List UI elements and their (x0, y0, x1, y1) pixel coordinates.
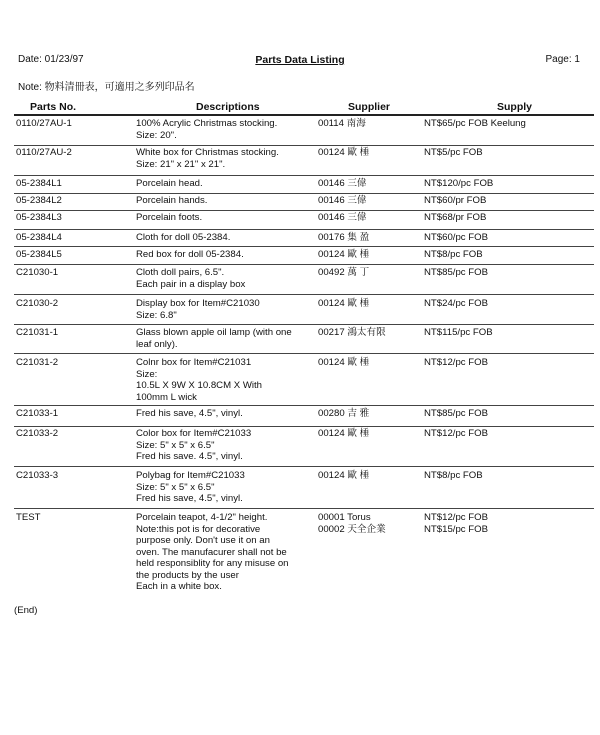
cell-description: White box for Christmas stocking. Size: 21" x 21" x 21". (136, 147, 279, 170)
row-divider (14, 229, 594, 230)
cell-parts-no: C21031-1 (16, 327, 59, 338)
cell-supply: NT$5/pc FOB (424, 147, 483, 158)
cell-supplier: 00124 歐 棰 (318, 470, 370, 481)
cell-parts-no: 0110/27AU-1 (16, 118, 72, 129)
row-divider (14, 353, 594, 354)
row-divider (14, 193, 594, 194)
cell-supply: NT$12/pc FOB (424, 357, 488, 368)
cell-description: Color box for Item#C21033 Size: 5" x 5" x 6.5" Fred his save. 4.5", vinyl. (136, 428, 252, 462)
cell-supplier: 00114 南海 (318, 118, 366, 129)
cell-parts-no: 0110/27AU-2 (16, 147, 72, 158)
cell-supply: NT$115/pc FOB (424, 327, 493, 338)
cell-supplier: 00124 歐 棰 (318, 147, 370, 158)
cell-description: Polybag for Item#C21033 Size: 5" x 5" x 6.5" Fred his save, 4.5", vinyl. (136, 470, 245, 504)
cell-description: 100% Acrylic Christmas stocking. Size: 20". (136, 118, 278, 141)
row-divider (14, 466, 594, 467)
cell-supply: NT$12/pc FOB NT$15/pc FOB (424, 512, 488, 535)
column-header-descriptions: Descriptions (196, 101, 260, 113)
cell-description: Glass blown apple oil lamp (with one leaf only). (136, 327, 292, 350)
cell-parts-no: 05-2384L2 (16, 195, 62, 206)
cell-supply: NT$65/pc FOB Keelung (424, 118, 526, 129)
cell-parts-no: 05-2384L4 (16, 232, 62, 243)
page-number: Page: 1 (545, 54, 580, 65)
cell-description: Colnr box for Item#C21031 Size: 10.5L X 9W X 10.8CM X With 100mm L wick (136, 357, 263, 403)
cell-supplier: 00124 歐 棰 (318, 428, 370, 439)
row-divider (14, 175, 594, 176)
cell-description: Cloth doll pairs, 6.5". Each pair in a display box (136, 267, 246, 290)
cell-supplier: 00492 萬 丁 (318, 267, 370, 278)
cell-supply: NT$24/pc FOB (424, 298, 488, 309)
cell-parts-no: C21033-2 (16, 428, 59, 439)
cell-description: Cloth for doll 05-2384. (136, 232, 231, 243)
cell-parts-no: TEST (16, 512, 41, 523)
cell-parts-no: C21033-1 (16, 408, 59, 419)
row-divider (14, 508, 594, 509)
column-header-parts-no: Parts No. (30, 101, 77, 113)
cell-description: Porcelain hands. (136, 195, 208, 206)
cell-description: Fred his save, 4.5", vinyl. (136, 408, 243, 419)
cell-parts-no: C21033-3 (16, 470, 59, 481)
row-divider (14, 264, 594, 265)
cell-description: Red box for doll 05-2384. (136, 249, 244, 260)
cell-parts-no: 05-2384L5 (16, 249, 62, 260)
cell-supplier: 00146 三偉 (318, 195, 367, 206)
cell-parts-no: 05-2384L1 (16, 178, 62, 189)
row-divider (14, 246, 594, 247)
cell-supply: NT$68/pr FOB (424, 212, 487, 223)
column-header-supplier: Supplier (348, 101, 391, 113)
cell-supplier: 00124 歐 棰 (318, 298, 370, 309)
row-divider (14, 294, 594, 295)
cell-supply: NT$12/pc FOB (424, 428, 488, 439)
cell-supplier: 00001 Torus 00002 天全企業 (318, 512, 386, 535)
header-rule (14, 114, 594, 116)
cell-supply: NT$120/pc FOB (424, 178, 494, 189)
cell-parts-no: 05-2384L3 (16, 212, 62, 223)
column-header-supply: Supply (497, 101, 533, 113)
cell-supplier: 00146 三偉 (318, 212, 367, 223)
cell-supplier: 00176 集 盈 (318, 232, 370, 243)
cell-description: Porcelain head. (136, 178, 203, 189)
row-divider (14, 324, 594, 325)
cell-supplier: 00280 吉 雅 (318, 408, 370, 419)
row-divider (14, 210, 594, 211)
cell-supplier: 00124 歐 棰 (318, 249, 370, 260)
cell-description: Display box for Item#C21030 Size: 6.8" (136, 298, 260, 321)
note-text: Note: 物料清冊表，可適用之多列印品名 (18, 82, 195, 93)
cell-supplier: 00146 三偉 (318, 178, 367, 189)
cell-parts-no: C21030-2 (16, 298, 59, 309)
row-divider (14, 405, 594, 406)
cell-description: Porcelain teapot, 4-1/2" height. Note:this pot is for decorative purpose only. Don't use it on an oven. The manufacurer shall not be held responsiblity for any misuse on the products by the user Each in a white box. (136, 512, 289, 592)
cell-supply: NT$8/pc FOB (424, 470, 483, 481)
cell-supply: NT$8/pc FOB (424, 249, 483, 260)
cell-supply: NT$60/pc FOB (424, 232, 488, 243)
cell-description: Porcelain foots. (136, 212, 203, 223)
row-divider (14, 426, 594, 427)
page-title: Parts Data Listing (255, 54, 345, 66)
end-marker: (End) (14, 605, 38, 616)
cell-supply: NT$85/pc FOB (424, 408, 488, 419)
cell-parts-no: C21031-2 (16, 357, 59, 368)
report-date: Date: 01/23/97 (18, 54, 84, 65)
cell-supplier: 00124 歐 棰 (318, 357, 370, 368)
cell-supplier: 00217 鴻太有限 (318, 327, 386, 338)
cell-supply: NT$60/pr FOB (424, 195, 487, 206)
cell-supply: NT$85/pc FOB (424, 267, 488, 278)
cell-parts-no: C21030-1 (16, 267, 59, 278)
row-divider (14, 145, 594, 146)
